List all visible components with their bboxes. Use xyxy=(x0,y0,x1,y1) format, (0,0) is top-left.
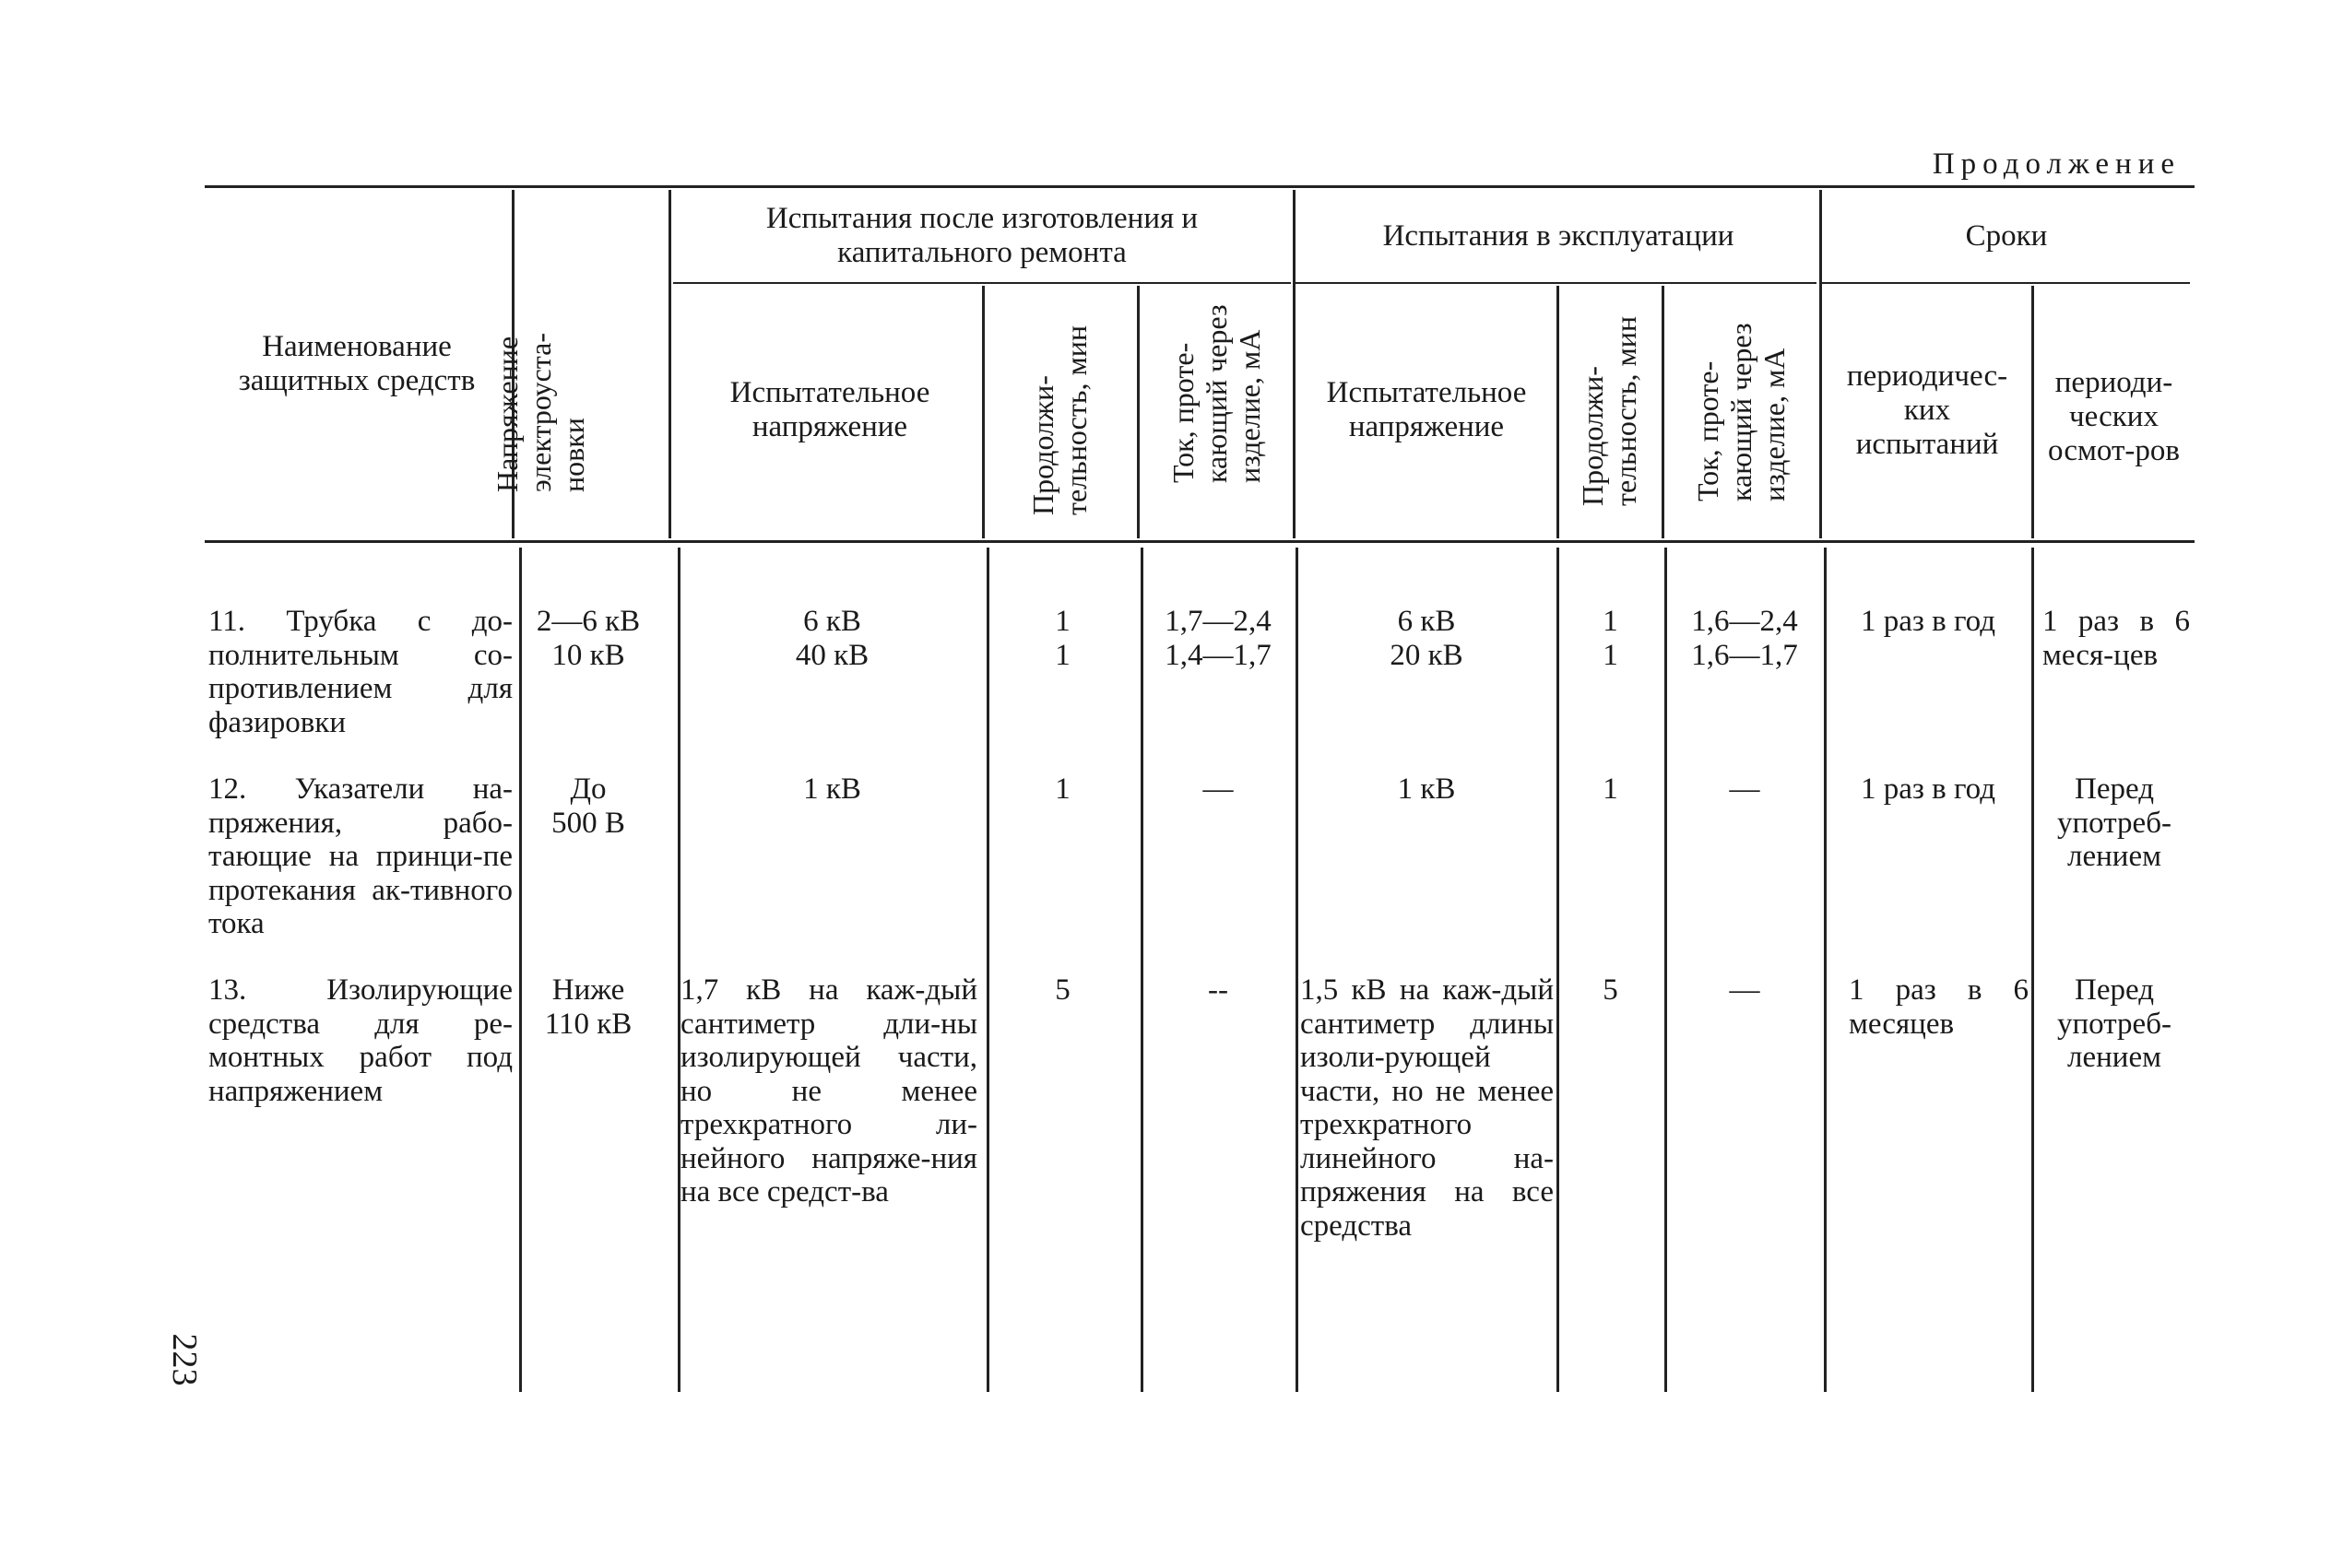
top-rule xyxy=(205,185,2195,188)
header-group-manufacture: Испытания после изготовления и капитального ремонта xyxy=(765,202,1199,269)
header-op-current: Ток, проте-кающий через изделие, мА xyxy=(1691,323,1791,501)
header-mfg-current: Ток, проте-кающий через изделие, мА xyxy=(1166,304,1266,483)
divider xyxy=(678,548,680,1392)
header-group-operation: Испытания в эксплуатации xyxy=(1382,218,1734,253)
divider xyxy=(1556,548,1559,1392)
row-13-op-current: — xyxy=(1729,973,1760,1007)
row-13-periodic-inspections: Перед употреб-лением xyxy=(2057,973,2171,1074)
row-11-op-duration: 1 1 xyxy=(1603,605,1618,672)
divider xyxy=(1137,286,1140,538)
header-periodic-inspections: периоди-ческих осмот-ров xyxy=(2048,366,2180,467)
row-11-periodic-tests: 1 раз в год xyxy=(1860,605,1996,638)
row-11-op-voltage: 6 кВ 20 кВ xyxy=(1390,605,1463,672)
divider xyxy=(1664,548,1667,1392)
divider xyxy=(987,548,989,1392)
row-13-op-duration: 5 xyxy=(1603,973,1618,1007)
row-13-name: 13. Изолирующие средства для ре-монтных работ под напряжением xyxy=(208,973,513,1108)
row-12-op-current: — xyxy=(1729,772,1760,806)
row-12-op-voltage: 1 кВ xyxy=(1397,772,1456,806)
divider xyxy=(1296,548,1298,1392)
row-13-mfg-duration: 5 xyxy=(1055,973,1071,1007)
row-12-mfg-duration: 1 xyxy=(1055,772,1071,806)
divider xyxy=(2031,286,2034,538)
header-op-duration: Продолжи-тельность, мин xyxy=(1576,316,1642,506)
row-11-mfg-current: 1,7—2,4 1,4—1,7 xyxy=(1165,605,1272,672)
divider xyxy=(669,190,671,538)
row-11-periodic-inspections: 1 раз в 6 меся-цев xyxy=(2042,605,2190,672)
row-13-voltage: Ниже 110 кВ xyxy=(544,973,633,1041)
divider xyxy=(2031,548,2034,1392)
row-13-op-voltage: 1,5 кВ на каж-дый сантиметр длины изоли-рующей части, но не менее трехкратного линейного на-пряжения на все средства xyxy=(1300,973,1554,1243)
row-12-op-duration: 1 xyxy=(1603,772,1618,806)
row-11-name: 11. Трубка с до-полнительным со-противлением для фазировки xyxy=(208,605,513,739)
row-11-voltage: 2—6 кВ 10 кВ xyxy=(536,605,641,672)
row-13-mfg-current: -- xyxy=(1208,973,1228,1007)
header-name: Наименование защитных средств xyxy=(238,330,476,397)
row-12-periodic-inspections: Перед употреб-лением xyxy=(2057,772,2171,873)
group-rule-terms xyxy=(1821,282,2190,284)
row-12-name: 12. Указатели на-пряжения, рабо-тающие на принци-пе протекания ак-тивного тока xyxy=(208,772,513,940)
header-mfg-test-voltage: Испытательное напряжение xyxy=(729,376,930,443)
row-11-mfg-duration: 1 1 xyxy=(1055,605,1071,672)
row-13-mfg-voltage: 1,7 кВ на каж-дый сантиметр дли-ны изолирующей части, но не менее трехкратного ли-нейного напряже-ния на все средст-ва xyxy=(680,973,977,1208)
page-number: 223 xyxy=(165,1333,204,1386)
row-12-mfg-voltage: 1 кВ xyxy=(803,772,861,806)
header-op-test-voltage: Испытательное напряжение xyxy=(1326,376,1527,443)
header-group-terms: Сроки xyxy=(1965,218,2048,253)
row-12-voltage: До 500 В xyxy=(551,772,625,840)
row-12-mfg-current: — xyxy=(1202,772,1234,806)
row-12-periodic-tests: 1 раз в год xyxy=(1860,772,1996,806)
divider xyxy=(1824,548,1827,1392)
header-voltage: Напряжение электроуста-новки xyxy=(491,332,590,492)
divider xyxy=(982,286,985,538)
header-mfg-duration: Продолжи-тельность, мин xyxy=(1026,325,1093,515)
header-periodic-tests: периодичес-ких испытаний xyxy=(1846,359,2008,461)
row-11-mfg-voltage: 6 кВ 40 кВ xyxy=(795,605,870,672)
header-bottom-rule xyxy=(205,540,2195,543)
row-13-periodic-tests: 1 раз в 6 месяцев xyxy=(1849,973,2029,1041)
divider xyxy=(1141,548,1143,1392)
continuation-label: Продолжение xyxy=(1932,147,2181,181)
divider xyxy=(519,548,522,1392)
row-11-op-current: 1,6—2,4 1,6—1,7 xyxy=(1691,605,1798,672)
